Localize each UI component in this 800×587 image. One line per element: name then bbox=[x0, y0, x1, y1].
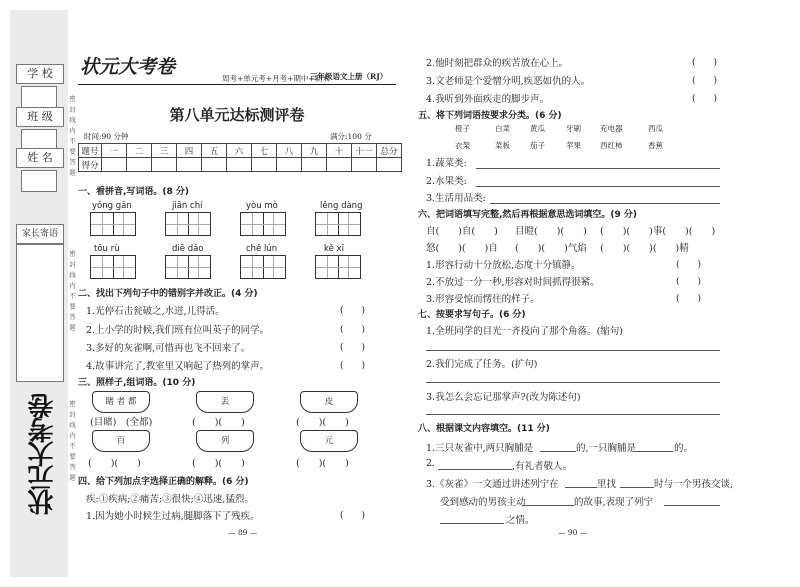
score-cell: 一 bbox=[102, 144, 127, 158]
score-cell: 五 bbox=[202, 144, 227, 158]
question-item: 4.故事讲完了,教室里又响起了热列的掌声。 bbox=[86, 361, 270, 372]
writing-grid[interactable] bbox=[90, 255, 136, 279]
score-input[interactable] bbox=[327, 158, 352, 172]
score-cell: 九 bbox=[302, 144, 327, 158]
parent-comment-box[interactable] bbox=[16, 244, 64, 382]
section-3-title: 三、照样子,组词语。(10 分) bbox=[78, 378, 196, 388]
score-cell: 三 bbox=[152, 144, 177, 158]
fill-text: 3.《灰雀》一文通过讲述列宁在 bbox=[426, 479, 559, 490]
vertical-logo: 状元大考卷 bbox=[28, 395, 58, 515]
word-wing: 百 bbox=[92, 430, 150, 452]
word-wing: 睹 者 都 bbox=[92, 391, 150, 413]
answer-line[interactable] bbox=[490, 203, 720, 204]
writing-grid[interactable] bbox=[240, 212, 286, 236]
full-marks-label: 满分:100 分 bbox=[330, 132, 372, 141]
word-option: 苹果 bbox=[566, 141, 581, 150]
pinyin: kě xī bbox=[324, 244, 344, 254]
word-wing: 丢 bbox=[196, 391, 254, 413]
word-blank[interactable]: ( )( )事( )( ) bbox=[600, 226, 716, 237]
answer-blank[interactable]: ( ) bbox=[692, 58, 718, 68]
fill-blank[interactable] bbox=[438, 469, 512, 470]
question-item: 1.全班同学的目光一齐投向了那个角落。(缩句) bbox=[426, 326, 623, 337]
score-input[interactable] bbox=[227, 158, 252, 172]
answer-blank[interactable]: ( ) bbox=[340, 511, 366, 521]
answer-blank[interactable]: ( ) bbox=[692, 76, 718, 86]
definitions: 疾:①疾病;②痛苦;③很快;④迅速,猛烈。 bbox=[86, 494, 254, 505]
score-input[interactable] bbox=[177, 158, 202, 172]
answer-blank[interactable]: ( )( ) bbox=[296, 458, 349, 469]
writing-grid[interactable] bbox=[165, 212, 211, 236]
pinyin: diē dǎo bbox=[172, 244, 204, 254]
question-item: 1.因为她小时候生过病,腿脚落下了残疾。 bbox=[86, 511, 260, 522]
word-option: 牙刷 bbox=[566, 124, 581, 133]
question-item: 2.我们完成了任务。(扩句) bbox=[426, 359, 538, 370]
fill-text: 1.三只灰雀中,两只胸脯是 bbox=[426, 443, 534, 454]
word-blank[interactable]: 自( )自( ) bbox=[426, 226, 498, 237]
score-cell: 二 bbox=[127, 144, 152, 158]
question-item: 1.形容行动十分放松,态度十分镇静。 bbox=[426, 260, 581, 271]
word-blank[interactable]: 怒( )( )自 bbox=[426, 243, 498, 254]
score-input[interactable] bbox=[352, 158, 377, 172]
score-cell: 四 bbox=[177, 144, 202, 158]
answer-line[interactable] bbox=[426, 350, 720, 351]
word-option: 黄瓜 bbox=[530, 124, 545, 133]
writing-grid[interactable] bbox=[90, 212, 136, 236]
question-item: 2.上小学的时候,我们班有位叫英子的同学。 bbox=[86, 325, 270, 336]
fill-blank[interactable] bbox=[565, 487, 597, 488]
section-5-title: 五、将下列词语按要求分类。(6 分) bbox=[418, 111, 562, 121]
writing-grid[interactable] bbox=[240, 255, 286, 279]
word-option: 西瓜 bbox=[648, 124, 663, 133]
name-label: 姓 名 bbox=[16, 148, 64, 168]
answer-line[interactable] bbox=[426, 382, 720, 383]
answer-blank[interactable]: ( ) bbox=[676, 294, 702, 304]
question-item: 3.多好的灰雀啊,可惜再也飞不回来了。 bbox=[86, 343, 251, 354]
header-book: 三年级语文上册（RJ） bbox=[310, 72, 388, 81]
question-item: 3.文老师是个爱憎分明,疾恶如仇的人。 bbox=[426, 76, 591, 87]
fill-blank[interactable] bbox=[633, 451, 673, 452]
page-number-right: — 90 — bbox=[558, 528, 588, 537]
score-cell: 总分 bbox=[377, 144, 402, 158]
fill-text: 里找 bbox=[597, 479, 617, 490]
score-cell: 八 bbox=[277, 144, 302, 158]
score-input[interactable] bbox=[252, 158, 277, 172]
page-title: 第八单元达标测评卷 bbox=[169, 106, 305, 124]
fill-text: 之情。 bbox=[506, 515, 535, 526]
fill-text: ,有礼者敬人。 bbox=[512, 461, 573, 472]
score-input[interactable] bbox=[377, 158, 402, 172]
answer-blank[interactable]: ( ) bbox=[340, 325, 366, 335]
writing-grid[interactable] bbox=[315, 212, 361, 236]
answer-line[interactable] bbox=[476, 186, 720, 187]
fill-text: 的故事,表现了列宁 bbox=[574, 497, 654, 508]
fill-blank[interactable] bbox=[620, 487, 654, 488]
score-input[interactable] bbox=[277, 158, 302, 172]
section-7-title: 七、按要求写句子。(6 分) bbox=[418, 310, 526, 320]
score-cell: 七 bbox=[252, 144, 277, 158]
category-label: 2.水果类: bbox=[426, 176, 467, 187]
answer-blank[interactable]: ( ) bbox=[340, 361, 366, 371]
score-row-label: 得分 bbox=[79, 158, 102, 172]
word-blank[interactable]: 目瞪( )( ) bbox=[515, 226, 587, 237]
answer-line[interactable] bbox=[426, 414, 720, 415]
section-2-title: 二、找出下列句子中的错别字并改正。(4 分) bbox=[78, 289, 258, 299]
score-input[interactable] bbox=[127, 158, 152, 172]
header-logo: 状元大考卷 bbox=[80, 56, 176, 78]
word-option: 橙子 bbox=[455, 124, 470, 133]
answer-blank[interactable]: ( )( ) bbox=[296, 417, 349, 428]
question-item: 4.我听到外面疾走的脚步声。 bbox=[426, 94, 550, 105]
pinyin: yǒng gǎn bbox=[92, 201, 132, 211]
seal-line-text-mid: 密 封 线 内 不 要 答 题 bbox=[68, 250, 76, 332]
writing-grid[interactable] bbox=[315, 255, 361, 279]
school-label: 学 校 bbox=[16, 64, 64, 84]
score-cell: 十 bbox=[327, 144, 352, 158]
question-item: 3.我怎么会忘记那掌声?(改为陈述句) bbox=[426, 392, 581, 403]
class-label: 班 级 bbox=[16, 107, 64, 127]
word-option: 白菜 bbox=[495, 124, 510, 133]
fill-blank[interactable] bbox=[540, 451, 576, 452]
question-item: 1.光停石击瓮破之,水迸,儿得活。 bbox=[86, 306, 225, 317]
category-label: 3.生活用品类: bbox=[426, 193, 486, 204]
word-option: 菜板 bbox=[495, 141, 510, 150]
fill-text: 的,一只胸脯是 bbox=[576, 443, 637, 454]
answer-blank[interactable]: ( ) bbox=[692, 94, 718, 104]
section-1-title: 一、看拼音,写词语。(8 分) bbox=[78, 187, 190, 197]
pinyin: chě lún bbox=[246, 244, 278, 254]
fill-text: 时与一个男孩交谈, bbox=[654, 479, 734, 490]
answer-blank[interactable]: ( ) bbox=[676, 260, 702, 270]
section-6-title: 六、把词语填写完整,然后再根据意思选词填空。(9 分) bbox=[418, 210, 638, 220]
time-label: 时间:90 分钟 bbox=[84, 132, 129, 141]
fill-text: 2. bbox=[426, 458, 436, 469]
word-option: 衣架 bbox=[455, 141, 470, 150]
score-input[interactable] bbox=[102, 158, 127, 172]
pinyin: tōu rù bbox=[94, 244, 120, 254]
section-4-title: 四、给下列加点字选择正确的解释。(6 分) bbox=[78, 477, 249, 487]
score-cell: 十一 bbox=[352, 144, 377, 158]
answer-blank[interactable]: ( )( ) bbox=[192, 417, 245, 428]
score-cell: 题号 bbox=[79, 144, 102, 158]
word-option: 西红柿 bbox=[600, 141, 623, 150]
fill-blank[interactable] bbox=[440, 523, 504, 524]
question-item: 3.形容受惊而愣住的样子。 bbox=[426, 294, 540, 305]
parent-comment-label: 家长寄语 bbox=[16, 224, 64, 244]
score-cell: 六 bbox=[227, 144, 252, 158]
word-wing: 元 bbox=[300, 430, 358, 452]
seal-line-text-bottom: 密 封 线 内 不 要 答 题 bbox=[68, 400, 76, 482]
answer-blank[interactable]: ( ) bbox=[340, 343, 366, 353]
word-option: 香蕉 bbox=[648, 141, 663, 150]
pinyin: yòu mò bbox=[246, 201, 278, 211]
score-input[interactable] bbox=[152, 158, 177, 172]
seal-line-text-top: 密 封 线 内 不 要 答 题 bbox=[68, 95, 76, 177]
question-item: 2.他时刻把群众的疾苦放在心上。 bbox=[426, 58, 569, 69]
question-item: 2.不放过一分一秒,形容对时间抓得很紧。 bbox=[426, 277, 600, 288]
answer-blank[interactable]: ( ) bbox=[676, 277, 702, 287]
answer-blank[interactable]: ( )( ) bbox=[192, 458, 245, 469]
example-words: (目睹) (全都) bbox=[90, 417, 153, 428]
header-exam-types: 周考+单元考+月考+期中+期末 bbox=[222, 74, 330, 83]
pinyin: jiān chí bbox=[172, 201, 203, 211]
pinyin: lěng dàng bbox=[320, 201, 363, 211]
word-wing: 列 bbox=[196, 430, 254, 452]
word-option: 充电器 bbox=[600, 124, 623, 133]
word-wing: 皮 bbox=[300, 391, 358, 413]
section-8-title: 八、根据课文内容填空。(11 分) bbox=[418, 424, 550, 434]
name-field[interactable] bbox=[21, 170, 57, 192]
word-blank[interactable]: ( )( )( )精 bbox=[600, 243, 689, 254]
category-label: 1.蔬菜类: bbox=[426, 158, 467, 169]
answer-blank[interactable]: ( )( ) bbox=[88, 458, 141, 469]
fill-blank[interactable] bbox=[522, 505, 574, 506]
answer-line[interactable] bbox=[476, 168, 720, 169]
score-input[interactable] bbox=[302, 158, 327, 172]
writing-grid[interactable] bbox=[165, 255, 211, 279]
fill-blank[interactable] bbox=[664, 505, 720, 506]
word-option: 茄子 bbox=[530, 141, 545, 150]
score-input[interactable] bbox=[202, 158, 227, 172]
school-field[interactable] bbox=[21, 86, 57, 108]
page-number-left: — 89 — bbox=[228, 528, 258, 537]
fill-text: 受到感动的男孩主动 bbox=[440, 497, 526, 508]
fill-text: 的。 bbox=[674, 443, 694, 454]
header-rule bbox=[78, 84, 396, 85]
word-blank[interactable]: ( )( )气焰 bbox=[515, 243, 587, 254]
answer-blank[interactable]: ( ) bbox=[340, 306, 366, 316]
score-table bbox=[78, 143, 402, 172]
